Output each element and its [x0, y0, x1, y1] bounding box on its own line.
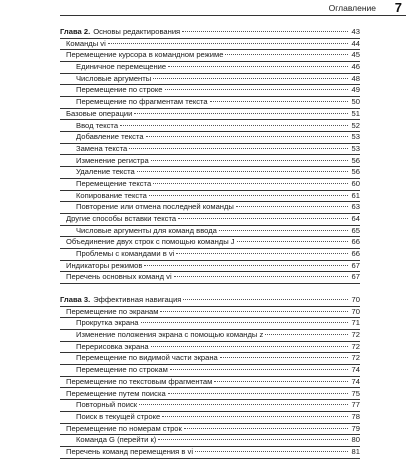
toc-entry-page-number: 48 — [351, 73, 360, 83]
toc-entry-page-number: 46 — [351, 62, 360, 72]
toc-subsection-row[interactable] — [60, 202, 360, 214]
toc-section-row[interactable] — [60, 272, 360, 284]
toc-section-row[interactable] — [60, 307, 360, 319]
toc-entry-page-number: 74 — [351, 365, 360, 375]
toc-section-row[interactable] — [60, 214, 360, 226]
toc-entry-title: Команды vi — [66, 38, 106, 48]
running-header-title: Оглавление — [328, 3, 376, 13]
toc-subsection-row[interactable] — [60, 167, 360, 179]
toc-entry-title: Индикаторы режимов — [66, 260, 143, 270]
toc-chapter-row[interactable] — [60, 295, 360, 307]
leader-dots — [168, 66, 348, 67]
toc-entry-title: Перемещение по видимой части экрана — [76, 353, 218, 363]
toc-chapter-section — [60, 295, 360, 459]
toc-entry-title: Базовые операции — [66, 108, 133, 118]
toc-section-row[interactable] — [60, 447, 360, 459]
toc-subsection-row[interactable] — [60, 132, 360, 144]
toc-entry-title: Повторный поиск — [76, 400, 138, 410]
leader-dots — [146, 136, 348, 137]
toc-entry-page-number: 70 — [351, 306, 360, 316]
toc-subsection-row[interactable] — [60, 62, 360, 74]
toc-entry-page-number: 80 — [351, 435, 360, 445]
toc-entry-page-number: 66 — [351, 237, 360, 247]
toc-section-row[interactable] — [60, 39, 360, 51]
toc-entry-page-number: 65 — [351, 225, 360, 235]
toc-entry-title: Перемещение текста — [76, 178, 152, 188]
chapter-number: Глава 2. — [60, 27, 91, 36]
toc-entry-title: Проблемы с командами в vi — [76, 249, 175, 259]
leader-dots — [220, 357, 348, 358]
toc-section-row[interactable] — [60, 389, 360, 401]
leader-dots — [108, 43, 348, 44]
leader-dots — [160, 311, 348, 312]
toc-entry-title: Перемещение путем поиска — [66, 388, 166, 398]
toc-subsection-row[interactable] — [60, 412, 360, 424]
toc-entry-title: Копирование текста — [76, 190, 147, 200]
toc-entry-page-number: 78 — [351, 411, 360, 421]
toc-entry-title: Ввод текста — [76, 120, 119, 130]
leader-dots — [134, 113, 348, 114]
leader-dots — [144, 265, 348, 266]
toc-section-row[interactable] — [60, 377, 360, 389]
toc-section-row[interactable] — [60, 109, 360, 121]
toc-entry-title: Перемещение по строке — [76, 85, 163, 95]
toc-entry-title: Числовые аргументы для команд ввода — [76, 225, 217, 235]
toc-entry-page-number: 72 — [351, 330, 360, 340]
leader-dots — [162, 416, 348, 417]
leader-dots — [210, 101, 348, 102]
leader-dots — [165, 89, 348, 90]
toc-subsection-row[interactable] — [60, 144, 360, 156]
toc-subsection-row[interactable] — [60, 318, 360, 330]
toc-entry-title: Прокрутка экрана — [76, 318, 139, 328]
leader-dots — [176, 253, 348, 254]
leader-dots — [236, 206, 348, 207]
toc-subsection-row[interactable] — [60, 226, 360, 238]
toc-section-row[interactable] — [60, 50, 360, 62]
table-of-contents — [60, 27, 360, 470]
toc-entry-page-number: 67 — [351, 260, 360, 270]
toc-entry-title: Изменение положения экрана с помощью команды z — [76, 330, 264, 340]
toc-entry-page-number: 44 — [351, 38, 360, 48]
chapter-number: Глава 3. — [60, 295, 91, 305]
toc-entry-title: Повторение или отмена последней команды — [76, 202, 234, 212]
leader-dots — [174, 276, 348, 277]
leader-dots — [237, 241, 348, 242]
toc-entry-page-number: 81 — [351, 446, 360, 456]
toc-entry-title: Числовые аргументы — [76, 73, 152, 83]
toc-entry-title: Команда G (перейти к) — [76, 435, 157, 445]
toc-entry-title: Перечень основных команд vi — [66, 272, 172, 282]
leader-dots — [184, 428, 348, 429]
toc-entry-page-number: 52 — [351, 120, 360, 130]
leader-dots — [182, 31, 348, 32]
leader-dots — [178, 218, 348, 219]
leader-dots — [183, 299, 348, 300]
leader-dots — [158, 439, 348, 440]
chapter-page-number: 70 — [351, 295, 360, 305]
chapter-title: Основы редактирования — [93, 27, 181, 36]
chapter-page-number: 43 — [351, 27, 360, 36]
leader-dots — [170, 369, 348, 370]
toc-entry-page-number: 53 — [351, 132, 360, 142]
toc-subsection-row[interactable] — [60, 121, 360, 133]
toc-entry-page-number: 72 — [351, 353, 360, 363]
toc-entry-title: Перемещение по строкам — [76, 365, 168, 375]
leader-dots — [141, 322, 348, 323]
leader-dots — [214, 381, 348, 382]
toc-subsection-row[interactable] — [60, 400, 360, 412]
leader-dots — [151, 346, 348, 347]
leader-dots — [153, 78, 348, 79]
toc-entry-page-number: 61 — [351, 190, 360, 200]
toc-section-row[interactable] — [60, 237, 360, 249]
toc-entry-title: Изменение регистра — [76, 155, 149, 165]
toc-entry-page-number: 74 — [351, 376, 360, 386]
toc-chapter-section — [60, 27, 360, 284]
toc-subsection-row[interactable] — [60, 179, 360, 191]
leader-dots — [151, 160, 348, 161]
toc-entry-title: Перемещение по фрагментам текста — [76, 97, 208, 107]
toc-entry-page-number: 56 — [351, 167, 360, 177]
toc-section-row[interactable] — [60, 261, 360, 273]
toc-entry-page-number: 75 — [351, 388, 360, 398]
toc-entry-page-number: 53 — [351, 143, 360, 153]
chapter-title: Эффективная навигация — [93, 295, 182, 305]
toc-entry-page-number: 64 — [351, 214, 360, 223]
toc-entry-title: Объединение двух строк с помощью команды J — [66, 237, 235, 247]
leader-dots — [195, 451, 348, 452]
toc-entry-page-number: 77 — [351, 400, 360, 410]
toc-entry-title: Перемещение по текстовым фрагментам — [66, 376, 213, 386]
leader-dots — [153, 183, 348, 184]
toc-entry-page-number: 79 — [351, 423, 360, 433]
toc-entry-page-number: 72 — [351, 341, 360, 351]
leader-dots — [129, 148, 348, 149]
leader-dots — [219, 230, 348, 231]
toc-entry-page-number: 66 — [351, 249, 360, 259]
toc-entry-page-number: 67 — [351, 272, 360, 282]
toc-entry-title: Удаление текста — [76, 167, 135, 177]
toc-entry-title: Перемещение по номерам строк — [66, 423, 182, 433]
toc-entry-title: Перемещение по экранам — [66, 306, 159, 316]
toc-subsection-row[interactable] — [60, 342, 360, 354]
toc-section-row[interactable] — [60, 424, 360, 436]
toc-subsection-row[interactable] — [60, 97, 360, 109]
toc-subsection-row[interactable] — [60, 191, 360, 203]
leader-dots — [265, 334, 348, 335]
toc-entry-page-number: 56 — [351, 155, 360, 165]
toc-entry-title: Другие способы вставки текста — [66, 214, 177, 223]
toc-entry-title: Перемещение курсора в командном режиме — [66, 50, 224, 60]
toc-entry-page-number: 51 — [351, 108, 360, 118]
toc-subsection-row[interactable] — [60, 249, 360, 261]
page-number: 7 — [394, 0, 402, 15]
header-rule — [60, 15, 406, 16]
toc-entry-title: Поиск в текущей строке — [76, 411, 161, 421]
toc-entry-title: Перерисовка экрана — [76, 341, 149, 351]
toc-subsection-row[interactable] — [60, 330, 360, 342]
toc-subsection-row[interactable] — [60, 74, 360, 86]
toc-chapter-row[interactable] — [60, 27, 360, 39]
toc-subsection-row[interactable] — [60, 353, 360, 365]
toc-entry-page-number: 45 — [351, 50, 360, 60]
leader-dots — [149, 195, 348, 196]
leader-dots — [168, 393, 348, 394]
toc-subsection-row[interactable] — [60, 435, 360, 447]
page-header — [0, 0, 420, 18]
leader-dots — [225, 54, 348, 55]
toc-entry-page-number: 60 — [351, 178, 360, 188]
toc-subsection-row[interactable] — [60, 156, 360, 168]
toc-entry-title: Перечень команд перемещения в vi — [66, 446, 194, 456]
toc-entry-page-number: 71 — [351, 318, 360, 328]
toc-subsection-row[interactable] — [60, 85, 360, 97]
toc-entry-title: Единичное перемещение — [76, 62, 167, 72]
toc-subsection-row[interactable] — [60, 365, 360, 377]
leader-dots — [139, 404, 348, 405]
leader-dots — [137, 171, 348, 172]
toc-entry-page-number: 50 — [351, 97, 360, 107]
toc-entry-page-number: 63 — [351, 202, 360, 212]
leader-dots — [120, 125, 348, 126]
toc-entry-title: Добавление текста — [76, 132, 144, 142]
toc-entry-title: Замена текста — [76, 143, 128, 153]
toc-entry-page-number: 49 — [351, 85, 360, 95]
